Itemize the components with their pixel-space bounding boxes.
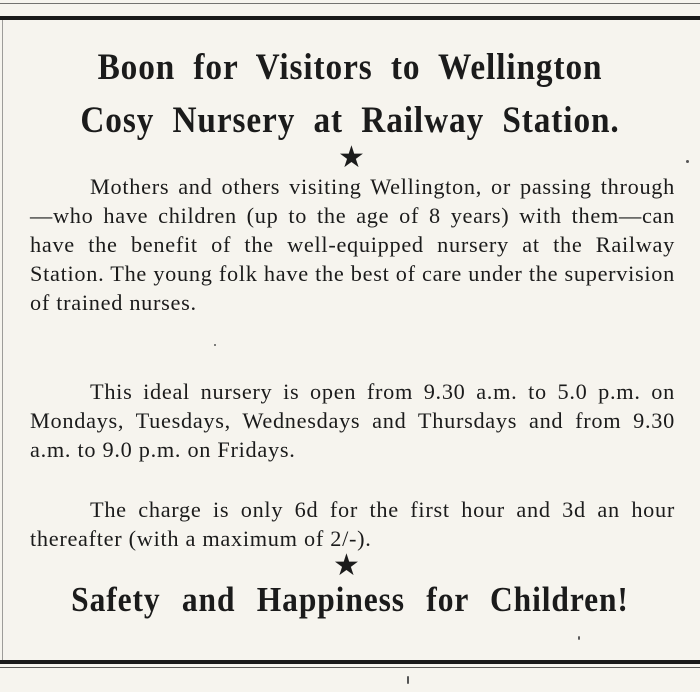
paragraph-intro: Mothers and others visiting Wellington, or passing through—who have children (up to the age of 8 years) with them—can have the benefit of the well-equipped nursery at the Railway Station. The young folk have the best of care under the supervision of trained nurses. <box>30 174 675 315</box>
print-speck <box>214 344 216 346</box>
bottom-thin-rule <box>0 667 700 668</box>
top-border-rule <box>0 16 700 20</box>
top-thin-rule <box>0 3 700 4</box>
star-icon: ★ <box>333 548 360 583</box>
bottom-border-rule <box>0 660 700 664</box>
star-icon: ★ <box>338 140 365 175</box>
paragraph-charges: The charge is only 6d for the first hour and 3d an hour thereafter (with a maximum of 2/-). <box>30 497 675 551</box>
headline-line-1: Boon for Visitors to Wellington <box>97 47 603 88</box>
slogan: Safety and Happiness for Children! <box>71 580 629 619</box>
print-speck <box>578 636 580 640</box>
left-border <box>2 20 3 660</box>
headline-line-2: Cosy Nursery at Railway Station. <box>80 100 620 141</box>
print-speck <box>686 160 689 163</box>
paragraph-hours: This ideal nursery is open from 9.30 a.m. to 5.0 p.m. on Mondays, Tuesdays, Wednesdays and Thursdays and from 9.30 a.m. to 9.0 p.m. on Fridays. <box>30 379 675 462</box>
print-speck <box>407 676 409 684</box>
